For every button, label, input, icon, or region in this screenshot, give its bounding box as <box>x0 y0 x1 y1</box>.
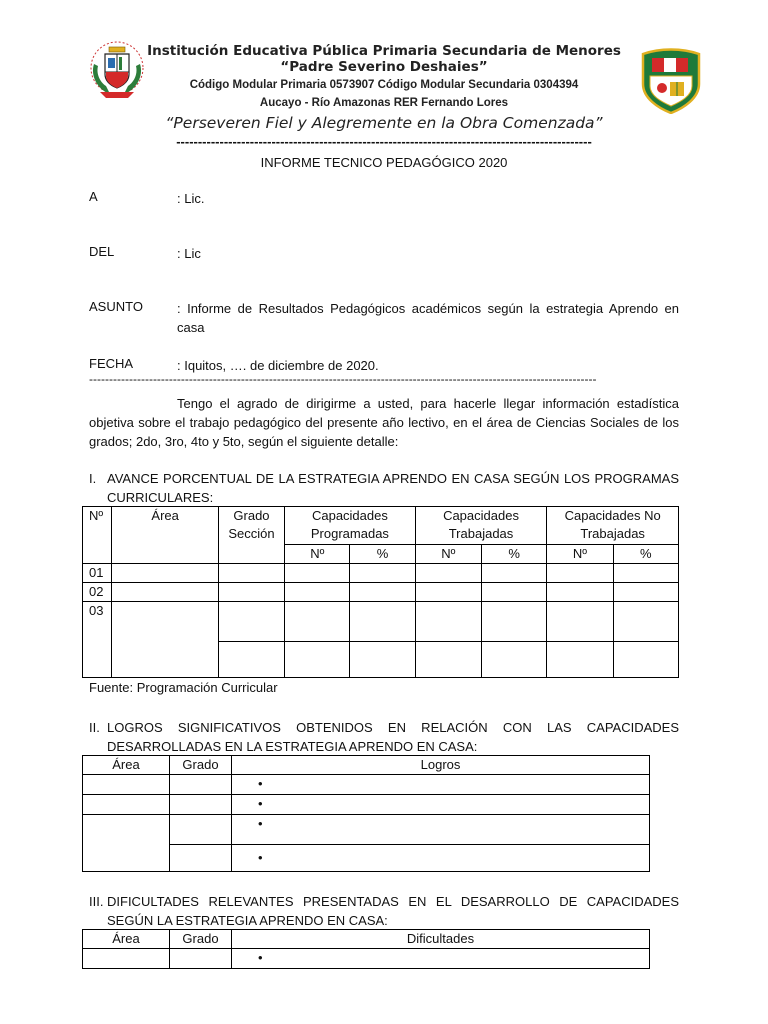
row-number: 02 <box>83 583 112 602</box>
difficulties-table <box>82 929 650 969</box>
subject-label: ASUNTO <box>89 299 143 314</box>
sub-percent: % <box>482 545 547 564</box>
sub-percent: % <box>350 545 415 564</box>
row-number: 01 <box>83 564 112 583</box>
header-not-worked: Capacidades No Trabajadas <box>547 507 679 545</box>
location: Aucayo - Río Amazonas RER Fernando Lores <box>259 97 509 109</box>
subject-value: : Informe de Resultados Pedagógicos académicos según la estrategia Aprendo en casa <box>177 301 679 335</box>
header-grade: Grado <box>170 930 232 949</box>
to-value: : Lic. <box>177 191 205 206</box>
section-1-title: AVANCE PORCENTUAL DE LA ESTRATEGIA APRENDO EN CASA SEGÚN LOS PROGRAMAS CURRICULARES: <box>107 471 679 505</box>
section-1-number: I. <box>89 471 97 486</box>
section-3-title: DIFICULTADES RELEVANTES PRESENTADAS EN EL DESARROLLO DE CAPACIDADES SEGÚN LA ESTRATEGIA APRENDO EN CASA: <box>107 894 679 928</box>
document-title: INFORME TECNICO PEDAGÓGICO 2020 <box>260 155 508 170</box>
motto: “Perseveren Fiel y Alegremente en la Obra Comenzada” <box>165 114 603 132</box>
section-2-heading <box>89 718 679 756</box>
institution-name: Institución Educativa Pública Primaria Secundaria de Menores <box>147 43 621 59</box>
table-row <box>83 602 679 642</box>
section-1-heading <box>89 469 679 507</box>
school-name: “Padre Severino Deshaies” <box>280 59 488 75</box>
sub-number: Nº <box>415 545 481 564</box>
table-source: Fuente: Programación Curricular <box>89 680 278 695</box>
header-number: Nº <box>83 507 112 564</box>
header-grade-section: Grado Sección <box>218 507 284 564</box>
header-area: Área <box>112 507 218 564</box>
from-value: : Lic <box>177 246 201 261</box>
table-row <box>83 949 650 969</box>
date-value: : Iquitos, …. de diciembre de 2020. <box>177 358 379 373</box>
bullet: • <box>232 845 650 872</box>
header-difficulties: Dificultades <box>232 930 650 949</box>
table-row <box>83 564 679 583</box>
table-row <box>83 795 650 815</box>
header-area: Área <box>83 756 170 775</box>
intro-paragraph: Tengo el agrado de dirigirme a usted, para hacerle llegar información estadística objetiva sobre el trabajo pedagógico del presente año lectivo, en el área de Ciencias Sociales de los grados; 2do, 3ro, 4to y 5to, según el siguiente detalle: <box>89 396 679 449</box>
modular-codes: Código Modular Primaria 0573907 Código Modular Secundaria 0304394 <box>189 79 579 91</box>
bullet: • <box>232 949 650 969</box>
section-2-number: II. <box>89 720 100 735</box>
header-rule: ------------------------------------------------------------------------------------------------ <box>176 134 592 149</box>
section-3-number: III. <box>89 894 104 909</box>
bullet: • <box>232 815 650 845</box>
to-label: A <box>89 189 98 204</box>
bullet: • <box>232 775 650 795</box>
table-row <box>83 815 650 845</box>
sub-number: Nº <box>285 545 350 564</box>
progress-table <box>82 506 679 678</box>
header-area: Área <box>83 930 170 949</box>
from-label: DEL <box>89 244 115 259</box>
table-row <box>83 775 650 795</box>
bullet: • <box>232 795 650 815</box>
sub-number: Nº <box>547 545 613 564</box>
section-2-title: LOGROS SIGNIFICATIVOS OBTENIDOS EN RELACIÓN CON LAS CAPACIDADES DESARROLLADAS EN LA ESTRATEGIA APRENDO EN CASA: <box>107 720 679 754</box>
row-number: 03 <box>83 602 112 678</box>
date-label: FECHA <box>89 356 134 371</box>
header-programmed: Capacidades Programadas <box>285 507 416 545</box>
header-grade: Grado <box>170 756 232 775</box>
sub-percent: % <box>613 545 678 564</box>
header-worked: Capacidades Trabajadas <box>415 507 547 545</box>
memo-rule: ------------------------------------------------------------------------------------------------------------------------------- <box>89 372 597 386</box>
header-achievements: Logros <box>232 756 650 775</box>
section-3-heading <box>89 892 679 930</box>
achievements-table <box>82 755 650 872</box>
table-row <box>83 583 679 602</box>
